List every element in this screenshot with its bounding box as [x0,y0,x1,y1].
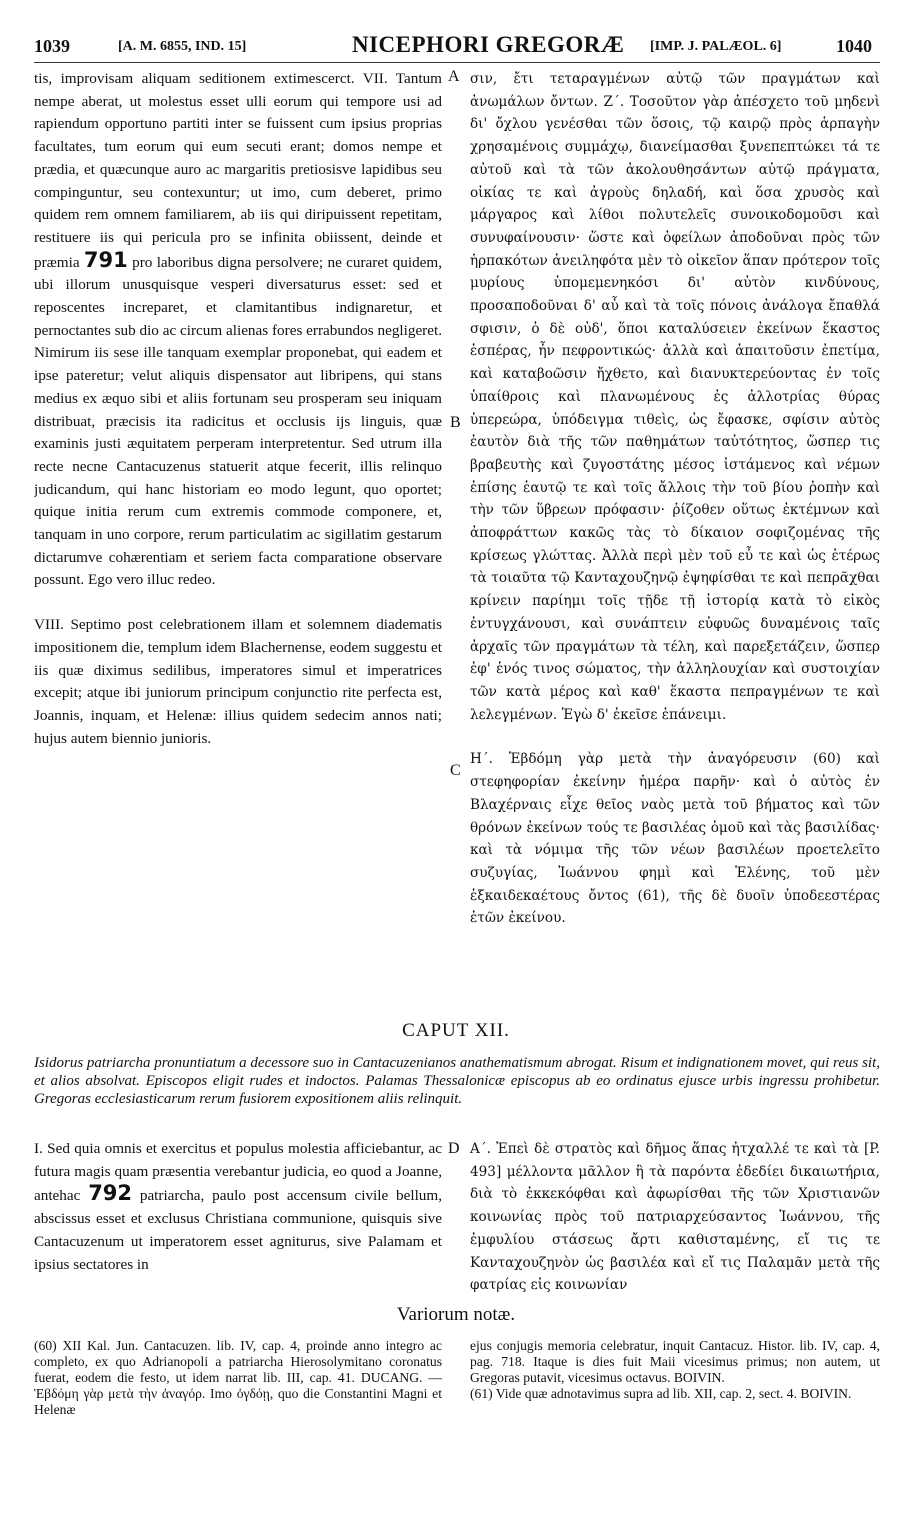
migne-column-number: 792 [88,1181,133,1206]
notes-left [34,1338,442,1418]
notes-title: Variorum notæ. [396,1304,516,1325]
greek-section-8: Η΄. Ἑβδόμη γὰρ μετὰ τὴν ἀναγόρευσιν (60) καὶ στεφηφορίαν ἐκείνην ἡμέρα παρῆν· καὶ ὁ αὐτὸς ἐν Βλαχέρναις εἶχε θεῖος ναὸς μετὰ τοῦ βήματος καὶ τῶν θρόνων ἐκείνων τούς τε βασιλέας ὁμοῦ καὶ τὰς βασιλίδας· καὶ τὰ νόμιμα τῆς τῶν νέων βασιλέων προετελεῖτο συζυγίας, Ἰωάννου φημὶ καὶ Ἑλένης, τοῦ μὲν ἑξκαιδεκαέτους ὄντος (61), τῆς δὲ δυοῖν ὑποδεεστέρας ἐτῶν ἐκείνου. [470,751,880,927]
note-61: (61) Vide quæ adnotavimus supra ad lib. XII, cap. 2, sect. 4. BOIVIN. [470,1386,852,1401]
greek-section-7: σιν, ἔτι τεταραγμένων αὐτῷ τῶν πραγμάτων καὶ ἀνωμάλων ὄντων. Ζ΄. Τοσοῦτον γὰρ ἀπέσχετο τοῦ μηδενὶ δι' ὄχλου γενέσθαι τῶν ὅσοις, τῷ καιρῷ πρὸς ἁρπαγὴν χρησαμένοις συμμάχῳ, διανείμασθαι ξυνεπεπτώκει τά τε αὐτοῦ καὶ τὰ τῶν ἀκολουθησάντων αὐτῷ πράγματα, οἰκίας τε καὶ ἀγροὺς δηλαδή, καὶ ὅσα χρυσὸς καὶ μάργαρος καὶ λίθοι πολυτελεῖς συνοικοδομοῦσι καὶ συνυφαίνουσιν· ὥστε καὶ ὀφείλων ἀποδοῦναι πρὸς τῶν ἡρπακότων ἀνειληφότα μὲν τὸ οἰκεῖον ἅπαν πρότερον τοῖς μυρίους ὑπομεμενηκόσι δι' αὐτὸν κινδύνους, προσαποδοῦναι δ' αὖ καὶ τὰ τοῖς πόνοις ἀνάλογα ἔπαθλά σφισιν, ὁ δὲ οὐδ', ὅποι καταλύσειεν ἐκείνων ἕκαστος ἑσπέρας, ἦν πεφροντικώς· ἀλλὰ καὶ ἀπαιτοῦσιν ἐπετίμα, καὶ καταβοῶσιν ἤχθετο, καὶ διανυκτερεύοντας ἐν τοῖς ὑπαίθροις καὶ πλανωμένους ἐς ἀλλοτρίας θύρας ὑπερεώρα, ὑπόδειγμα τιθεὶς, ὡς ἔφασκε, σφίσιν αὐτὸς ἑαυτὸν διὰ τῆς τῶν παθημάτων ταὐτότητος, ὥσπερ τις βραβευτὴς καὶ ζυγοστάτης μέσος ἱστάμενος καὶ νέμων ἐπίσης ἑαυτῷ τε καὶ τοῖς ἄλλοις τὴν τοῦ βίου ῥοπὴν καὶ τὴν τῶν ὕβρεων πρόφασιν· ῥίζοθεν οὕτως ἐκτέμνων καὶ ἀποφράττων κακῶς τὰς τὸ δίκαιον σοφιζομένας τῆς κρίσεως γλώττας. Ἀλλὰ περὶ μὲν τοῦ εὖ τε καὶ ὡς ἑτέρως τὰ τοιαῦτα τῷ Κανταχουζηνῷ ἐψηφίσθαι τε καὶ πεπρᾶχθαι κρίνειν παρίημι τοῖς τῇδε τῇ ἱστορίᾳ κατὰ τὸ εἰκὸς ἐντυγχάνουσι, καὶ συνάπτειν εὐφυῶς δυναμένοις ταῖς ἀρχαῖς τῶν πραγμάτων τὰ τέλη, καὶ παρεξετάζειν, ὥσπερ ἐφ' ἑνός τινος σώματος, τὴν ἀλληλουχίαν καὶ συστοιχίαν τῶν κατὰ μέρος καὶ καθ' ἕκαστα πεπραγμένων τε καὶ λελεγμένων. Ἐγὼ δ' ἐκεῖσε ἐπάνειμι. [470,71,880,723]
margin-letter-c: C [450,762,461,779]
latin-section-8: VIII. Septimo post celebrationem illam et solemnem diadematis impositionem die, templum idem Blachernense, eodem suggestu et iis quæ diximus sedilibus, imperatores simul et imperatrices excepit; atque ibi juniorum principum conjunctio rite perfecta est, Joannis, inquam, et Helenæ: illius quidem sedecim annos nati; hujus autem biennio junioris. [34,616,442,747]
margin-letter-a: A [448,68,460,85]
latin-column-upper [34,68,442,1006]
note-60-continued: ejus conjugis memoria celebratur, inquit Cantacuz. Histor. lib. IV, cap. 4, pag. 718. Itaque is dies fuit Maii vicesimus primus; non autem, ut Gregoras putavit, vicesimus octavus. BOIVIN. [470,1338,880,1385]
margin-letter-b: B [450,414,461,431]
greek-section-1: Α΄. Ἐπεὶ δὲ στρατὸς καὶ δῆμος ἅπας ἠτχαλλέ τε καὶ τὰ [P. 493] μέλλοντα μᾶλλον ἢ τὰ παρόντα ἐδεδίει δικαιωτήρια, διὰ τὸ ἐκκεκόφθαι καὶ ἀφωρίσθαι τῆς τῶν Χριστιανῶν κοινωνίας πρὸς τοῦ πατριαρχεύσαντος Ἰωάννου, τῆς ἐμφυλίου στάσεως ἄρτι καθισταμένης, εἴ τις τε Κανταχουζηνὸν ὡς βασιλέα καὶ εἴ τις Παλαμᾶν μετὰ τῆς φατρίας εἰς κοινωνίαν [470,1141,880,1294]
latin-column-lower [34,1138,442,1298]
migne-column-number: 791 [83,247,128,272]
chronology-left: [A. M. 6855, IND. 15] [118,39,247,54]
greek-column-upper [470,68,880,1006]
header-rule [34,62,880,63]
latin-section-1: I. Sed quia omnis et exercitus et populus molestia afficiebantur, ac futura magis quam præsentia verebantur judicia, eo quod a Joanne, antehac 792 patriarcha, paulo post accensum civile bellum, abscissus esset et exclusus Christiana communione, quisquis sive Cantacuzenum ut imperatorem esset agniturus, sive Palamam et ipsius sectatores in [34,1140,442,1273]
page-number-left: 1039 [34,36,70,56]
greek-column-lower [470,1138,880,1298]
running-header [34,32,880,62]
note-60: (60) XII Kal. Jun. Cantacuzen. lib. IV, cap. 4, proinde anno integro ac completo, ex quo Adrianopoli a patriarcha Hierosolymitano coronatus fuerat, eodem die festo, ut idem narrat lib. III, cap. 41. DUCANG. — Ἑβδόμη γὰρ μετὰ τὴν ἀναγόρ. Imo ὀγδόῃ, quo die Constantini Magni et Helenæ [34,1338,442,1417]
notes-right [470,1338,880,1402]
margin-letter-d: D [448,1140,460,1157]
chapter-title: CAPUT XII. [402,1020,510,1041]
chronology-right: [IMP. J. PALÆOL. 6] [650,39,782,54]
running-title: NICEPHORI GREGORÆ [352,32,625,57]
latin-section-7: tis, improvisam aliquam seditionem extimescerct. VII. Tantum nempe aberat, ut molestus esset ulli eorum qui tempore usi ad rapiendum opportuno partiti inter se fuissent cum ipsius proprias facultates, tum eorum qui eum secuti erant; domos nempe et prædia, et quæcunque auro ac margaritis pretiosisve lapidibus seu compinguntur, seu contexuntur; ut imo, cum deberet, primo quidem rem omnem familiarem, ab iis qui diripuissent repetitam, restituere iis qui pericula pro se infinita obiissent, deinde et præmia 791 pro laboribus digna persolvere; ne curaret quidem, ubi illorum unusquisque vesperi diversaturus esset: sed et reposcentes increparet, et clamitantibus indignaretur, et pernoctantes sub dio ac circum alienas fores errabundos negligeret. Nimirum iis sese ille tanquam exemplar proponebat, qui eadem et ipse pateretur; velut aliquis dispensator aut libripens, qui stans medius ex æquo sibi et aliis fortunam seu prosperam seu iniquam distribuat, præcisis ita radicitus et occlusis ijs linguis, quæ examinis justi æquitatem perperam interpretentur. Sed utrum illa recte necne Cantacuzenus statuerit atque fecerit, illis relinquo judicandum, qui hanc historiam eo modo legunt, quo oportet; quique initia rerum cum extremis commode componere, et, tanquam in uno corpore, rerum particulatim ac sigillatim gestarum dictarumve cohærentiam et seriem facta comparatione observare possunt. Ego vero illuc redeo. [34,70,442,589]
page-number-right: 1040 [836,36,872,56]
chapter-summary: Isidorus patriarcha pronuntiatum a decessore suo in Cantacuzenianos anathematismum abrogat. Risum et indignationem movet, qui reus sit, et alios absolvat. Episcopos eligit rudes et indoctos. Palamas Thessalonicæ episcopus ab eo ordinatus ejusce urbis ingressu prohibetur. Gregoras ecclesiasticarum rerum fusiorem expositionem aliis relinquit. [34,1055,880,1107]
